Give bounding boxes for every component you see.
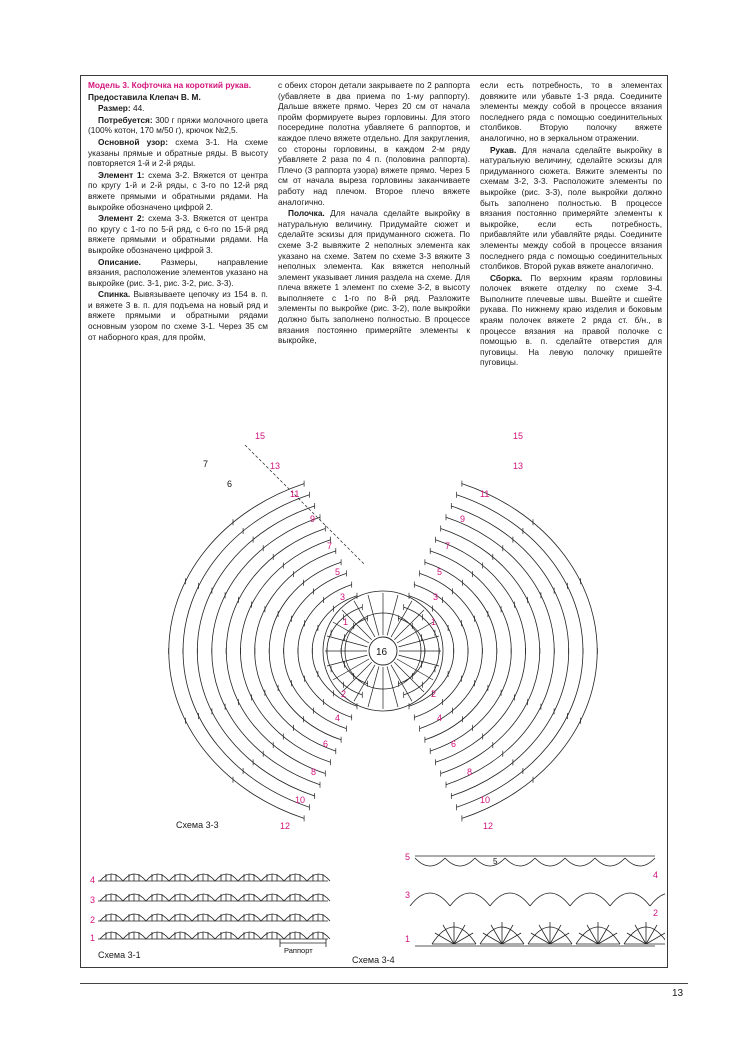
scheme-3-3-left-row-label: 5 bbox=[335, 567, 341, 577]
scheme-3-3-right-row-label: 11 bbox=[480, 489, 490, 499]
scheme-3-3-left-row-label: 10 bbox=[295, 795, 306, 805]
scheme-3-3-caption: Схема 3-3 bbox=[176, 820, 219, 830]
scheme-3-3-right-row-label: 3 bbox=[433, 592, 439, 602]
scheme-3-3-right-row-label: 10 bbox=[480, 795, 491, 805]
scheme-3-3-right-row-label: 15 bbox=[513, 431, 524, 441]
scheme-3-3-right-row-label: 13 bbox=[513, 461, 524, 471]
footer-divider bbox=[80, 983, 688, 984]
scheme-3-4-row-label: 2 bbox=[653, 908, 659, 918]
scheme-3-3-left-row-label: 8 bbox=[311, 767, 317, 777]
scheme-3-3-right-row-label: 6 bbox=[451, 739, 457, 749]
scheme-3-4-row-label: 5 bbox=[405, 852, 411, 862]
scheme-3-1-row-label: 1 bbox=[90, 933, 96, 943]
scheme-3-4-row-label: 4 bbox=[653, 870, 659, 880]
scheme-3-3-left-row-label: 2 bbox=[341, 689, 347, 699]
scheme-3-4-inner-label: 5 bbox=[493, 857, 498, 866]
text-column-3: если есть потребность, то в элементах довяжите или убавьте 1-3 ряда. Соедините элементы между собой в процессе вязания последнего ряда с помощью соединительных столбиков. Вторую полочку вяжете аналогично, но в зеркальном отражении. Рукав. Для начала сделайте выкройку в натуральную величину, сделайте эскизы для придуманного сюжета. Вяжите элементы по схемам 3-2, 3-3. Расположите элементы по выкройке (рис. 3-3), поле выкройки должно быть заполнено полностью. В процессе вязания постоянно примеряйте элементы к выкройке, если есть потребность, прибавляйте или убавляйте ряды. Соедините элементы между собой в процессе вязания последнего ряда с помощью соединительных столбиков. Второй рукав вяжете аналогично. Сборка. По верхним краям горловины полочек вяжете отделку по схеме 3-4. Выполните плечевые швы. Вшейте и сшейте рукава. По нижнему краю изделия и боковым краям полочек вяжете 2 ряда ст. б/н., в процессе вязания на правой полочке с помощью в. п. сделайте отверстия для пуговицы. На левую полочку пришейте пуговицы. bbox=[480, 80, 663, 368]
scheme-3-3-right-row-label: 2 bbox=[431, 689, 437, 699]
scheme-3-3-left-row-label: 15 bbox=[255, 431, 266, 441]
model-title: Модель 3. Кофточка на короткий рукав. bbox=[88, 80, 252, 90]
scheme-3-1-diagram bbox=[88, 855, 338, 955]
scheme-3-1-caption: Схема 3-1 bbox=[98, 950, 141, 960]
scheme-3-3-right-row-label: 5 bbox=[437, 567, 443, 577]
scheme-3-3-label-6: 6 bbox=[227, 479, 233, 489]
scheme-3-3-diagram bbox=[95, 425, 665, 845]
text-column-1: Модель 3. Кофточка на короткий рукав. Предоставила Клепач В. М. Размер: 44. Потребуется: 300 г пряжи молочного цвета (100% котон, 170 м/50 г), крючок №2,5. Основной узор: схема 3-1. На схеме указаны прямые и обратные ряды. В высоту повторяется 1-й и 2-й ряды. Элемент 1: схема 3-2. Вяжется от центра по кругу 1-й и 2-й ряды, с 3-го по 12-й ряд вяжете прямыми и обратными рядами. На выкройке обозначено цифрой 2. Элемент 2: схема 3-3. Вяжется от центра по кругу с 1-го по 5-й ряд, с 6-го по 15-й ряд вяжете прямыми и обратными рядами. На выкройке обозначено цифрой 3. Описание. Размеры, направление вязания, расположение элементов указано на выкройке (рис. 3-1, рис. 3-2, рис. 3-3). Спинка. Вывязываете цепочку из 154 в. п. и вяжете 3 в. п. для подъема на новый ряд и вяжете прямыми и обратными рядами основным узором по схеме 3-1. Через 35 см от наборного края, для пройм, bbox=[88, 80, 269, 342]
scheme-3-3-left-row-label: 3 bbox=[340, 592, 346, 602]
page-number: 13 bbox=[672, 988, 684, 999]
scheme-3-1-row-label: 4 bbox=[90, 875, 96, 885]
author-line: Предоставила Клепач В. М. bbox=[88, 91, 201, 102]
scheme-3-3-left-row-label: 11 bbox=[290, 489, 300, 499]
scheme-3-4-row-label: 3 bbox=[405, 890, 411, 900]
scheme-3-3-left-row-label: 4 bbox=[335, 713, 341, 723]
scheme-3-3-left-row-label: 1 bbox=[343, 617, 349, 627]
scheme-3-3-center-label: 16 bbox=[376, 647, 388, 658]
scheme-3-3-right-row-label: 4 bbox=[437, 713, 443, 723]
scheme-3-3-right-row-label: 12 bbox=[483, 821, 494, 831]
scheme-3-3-left-row-label: 12 bbox=[280, 821, 291, 831]
text-column-2: с обеих сторон детали закрываете по 2 раппорта (убавляете в два приема по 1-му раппорту). Дальше вяжете прямо. Через 20 см от начала пройм формируете вырез горловины. Для этого посередине полотна убавляете 6 раппортов, и каждое плечо вяжете отдельно. Для закругления, со стороны горловины, в каждом 2-м ряду убавляете 2 раза по 4 п. (половина раппорта). Плечо (3 раппорта узора) вяжете прямо. Через 5 см от начала выреза горловины заканчиваете работу над плечом. Второе плечо вяжете аналогично. Полочка. Для начала сделайте выкройку в натуральную величину. Придумайте сюжет и сделайте эскизы для придуманного сюжета. По схеме 3-2 вывяжите 2 неполных элемента как указано на схеме. Затем по схеме 3-3 вяжите 3 неполных элемента. Как вяжется неполный элемент указывает линия раздела на схеме. Для плеча вяжете 1 элемент по схеме 3-2, в высоту выполняете с 1-го по 8-й ряд. Разложите элементы по выкройке (рис. 3-2), поле выкройки должно быть заполнено полностью. В процессе вязания постоянно примеряйте элементы к выкройке, bbox=[278, 80, 470, 346]
scheme-3-3-left-row-label: 7 bbox=[327, 541, 333, 551]
scheme-3-3-left-row-label: 9 bbox=[310, 514, 316, 524]
scheme-3-1-row-label: 2 bbox=[90, 915, 96, 925]
scheme-3-3-label-7: 7 bbox=[203, 459, 209, 469]
scheme-3-3-right-row-label: 8 bbox=[467, 767, 473, 777]
scheme-3-3-right-row-label: 7 bbox=[445, 541, 451, 551]
scheme-3-4-diagram bbox=[405, 850, 665, 960]
scheme-3-4-caption: Схема 3-4 bbox=[352, 955, 395, 965]
scheme-3-3-right-row-label: 1 bbox=[431, 617, 437, 627]
scheme-3-3-right-row-label: 9 bbox=[460, 514, 466, 524]
scheme-3-1-rapport-label: Раппорт bbox=[284, 946, 313, 955]
scheme-3-1-row-label: 3 bbox=[90, 895, 96, 905]
scheme-3-3-left-row-label: 6 bbox=[323, 739, 329, 749]
scheme-3-4-row-label: 1 bbox=[405, 934, 411, 944]
scheme-3-3-left-row-label: 13 bbox=[270, 461, 281, 471]
